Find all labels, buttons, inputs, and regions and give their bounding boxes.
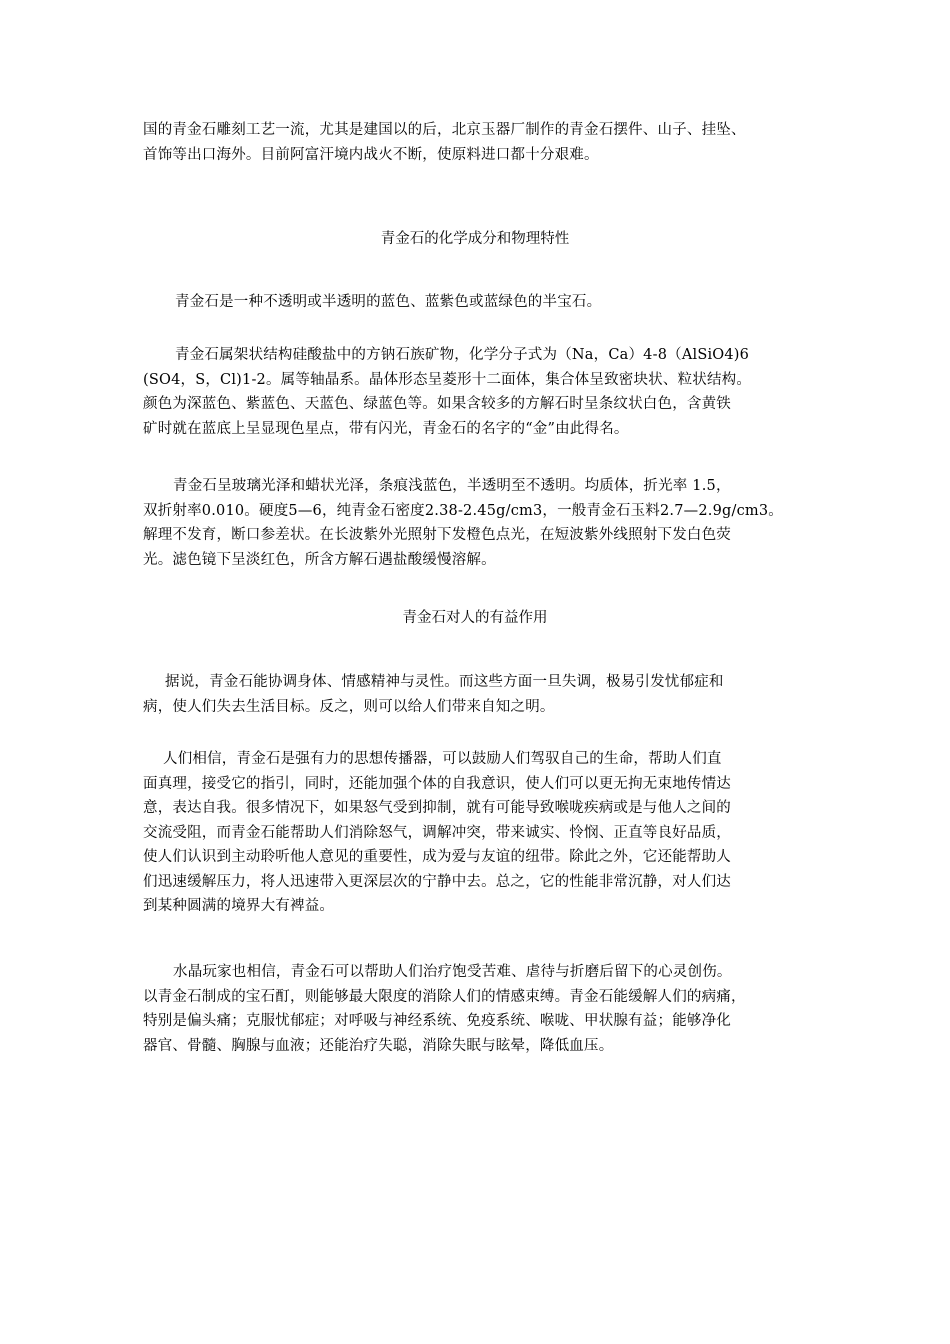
paragraph-harmony bbox=[143, 670, 810, 719]
paragraph-healing bbox=[143, 960, 810, 1058]
text-line: 病，使人们失去生活目标。反之，则可以给人们带来自知之明。 bbox=[143, 698, 555, 715]
text-line: 颜色为深蓝色、紫蓝色、天蓝色、绿蓝色等。如果含较多的方解石时呈条纹状白色，含黄铁 bbox=[143, 396, 731, 412]
text-line: 器官、骨髓、胸腺与血液；还能治疗失聪，消除失眠与眩晕，降低血压。 bbox=[143, 1037, 614, 1054]
text-line: 青金石是一种不透明或半透明的蓝色、蓝紫色或蓝绿色的半宝石。 bbox=[175, 294, 602, 310]
text-line: 解理不发育，断口参差状。在长波紫外光照射下发橙色点光，在短波紫外线照射下发白色荧 bbox=[143, 527, 731, 543]
text-line: 面真理，接受它的指引，同时，还能加强个体的自我意识，使人们可以更无拘无束地传情达 bbox=[143, 775, 731, 792]
text-line: 人们相信，青金石是强有力的思想传播器，可以鼓励人们驾驭自己的生命，帮助人们直 bbox=[163, 751, 722, 767]
text-line: 们迅速缓解压力，将人迅速带入更深层次的宁静中去。总之，它的性能非常沉静，对人们达 bbox=[143, 873, 731, 890]
paragraph-physical bbox=[143, 474, 810, 572]
text-line: 双折射率0.010。硬度5—6，纯青金石密度2.38-2.45g/cm3，一般青金石玉料2.7—2.9g/cm3。 bbox=[143, 502, 783, 519]
text-line: 意，表达自我。很多情况下，如果怒气受到抑制，就有可能导致喉咙疾病或是与他人之间的 bbox=[143, 800, 731, 816]
text-line: 光。滤色镜下呈淡红色，所含方解石遇盐酸缓慢溶解。 bbox=[143, 551, 496, 568]
text-line: 以青金石制成的宝石酊，则能够最大限度的消除人们的情感束缚。青金石能缓解人们的病痛， bbox=[143, 988, 746, 1005]
text-line: 据说，青金石能协调身体、情感精神与灵性。而这些方面一旦失调，极易引发忧郁症和 bbox=[165, 674, 724, 690]
text-line: 青金石呈玻璃光泽和蜡状光泽，条痕浅蓝色，半透明至不透明。均质体，折光率 1.5， bbox=[173, 478, 731, 494]
text-line: 水晶玩家也相信，青金石可以帮助人们治疗饱受苦难、虐待与折磨后留下的心灵创伤。 bbox=[173, 964, 732, 980]
text-line: 国的青金石雕刻工艺一流，尤其是建国以的后，北京玉器厂制作的青金石摆件、山子、挂坠、 bbox=[143, 122, 746, 138]
text-line: 特别是偏头痛；克服忧郁症；对呼吸与神经系统、免疫系统、喉咙、甲状腺有益；能够净化 bbox=[143, 1013, 731, 1029]
text-line: 矿时就在蓝底上呈显现色星点，带有闪光，青金石的名字的“金”由此得名。 bbox=[143, 420, 629, 437]
paragraph-communication bbox=[143, 747, 810, 919]
text-line: 交流受阻，而青金石能帮助人们消除怒气，调解冲突，带来诚实、怜悯、正直等良好品质， bbox=[143, 824, 731, 841]
paragraph-definition bbox=[143, 290, 810, 315]
text-line: 青金石属架状结构硅酸盐中的方钠石族矿物，化学分子式为（Na，Ca）4-8（AlSiO4)6 bbox=[175, 347, 750, 363]
paragraph-structure bbox=[143, 343, 810, 441]
intro-paragraph bbox=[143, 118, 810, 167]
text-line: (SO4，S，Cl)1-2。属等轴晶系。晶体形态呈菱形十二面体，集合体呈致密块状、粒状结构。 bbox=[143, 371, 752, 388]
section-heading-benefits: 青金石对人的有益作用 bbox=[402, 610, 548, 626]
text-line: 首饰等出口海外。目前阿富汗境内战火不断，使原料进口都十分艰难。 bbox=[143, 146, 599, 163]
section-heading-chemistry: 青金石的化学成分和物理特性 bbox=[380, 231, 570, 247]
text-line: 到某种圆满的境界大有裨益。 bbox=[143, 898, 335, 914]
text-line: 使人们认识到主动聆听他人意见的重要性，成为爱与友谊的纽带。除此之外，它还能帮助人 bbox=[143, 849, 731, 865]
